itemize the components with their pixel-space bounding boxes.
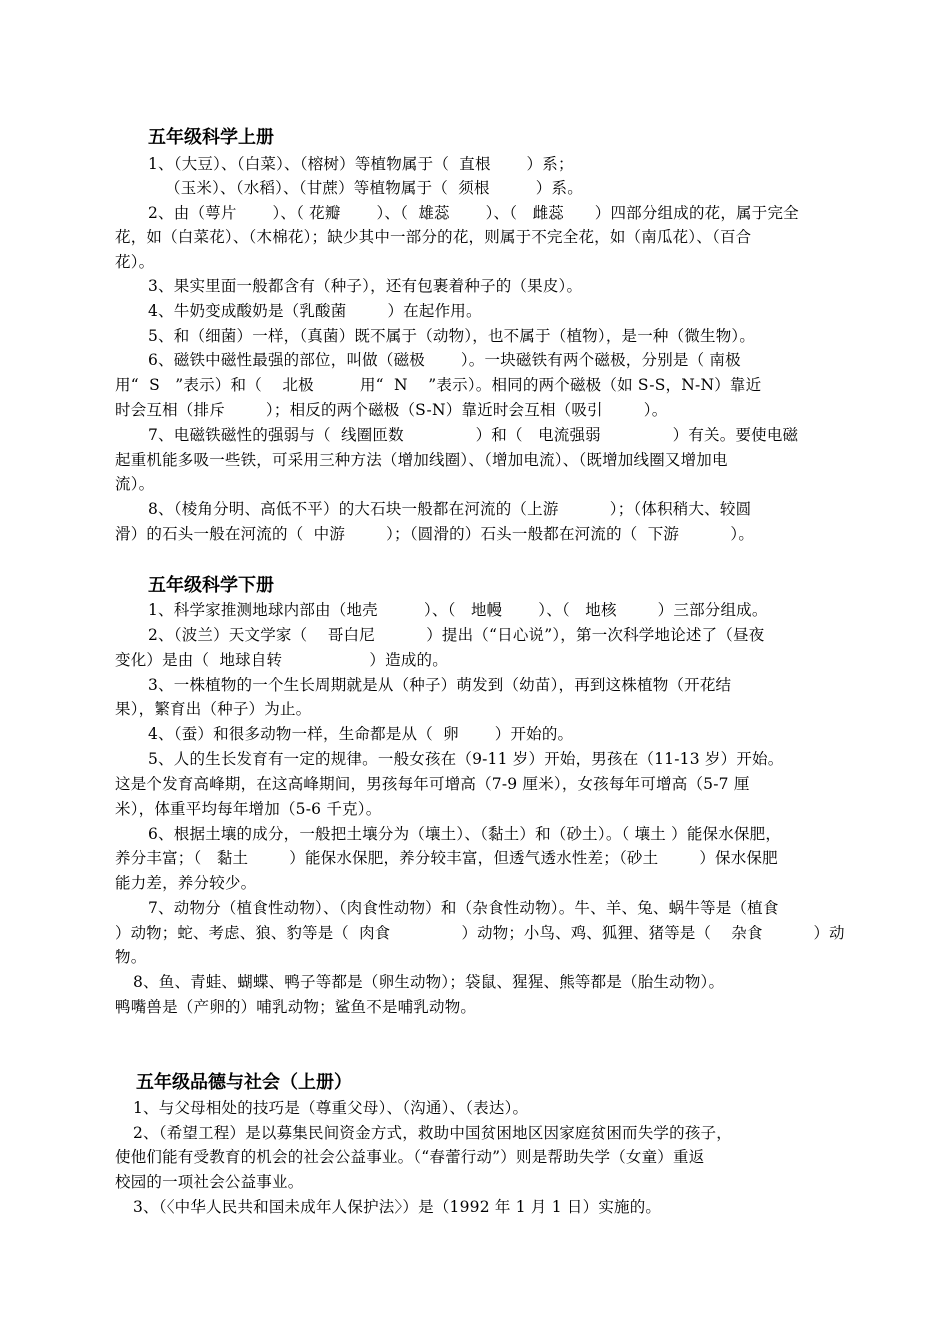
text-line: 5、人的生长发育有一定的规律。一般女孩在（9-11 岁）开始，男孩在（11-13 岁）开始。 (148, 750, 784, 768)
text-line: 3、一株植物的一个生长周期就是从（种子）萌发到（幼苗），再到这株植物（开花结 (148, 676, 732, 694)
text-line: 8、（棱角分明、高低不平）的大石块一般都在河流的（上游 ）；（体积稍大、较圆 (148, 500, 752, 518)
text-line: 8、鱼、青蛙、蝴蝶、鸭子等都是（卵生动物）；袋鼠、猩猩、熊等都是（胎生动物）。 (133, 973, 725, 991)
text-line: ）动物；蛇、考虑、狼、豹等是（ 肉食 ）动物；小鸟、鸡、狐狸、猪等是（ 杂食 ）动 (115, 924, 845, 942)
text-line: 3、果实里面一般都含有（种子），还有包裹着种子的（果皮）。 (148, 277, 583, 295)
text-line: 4、（蚕）和很多动物一样，生命都是从（ 卵 ）开始的。 (148, 725, 574, 743)
text-line: 6、根据土壤的成分，一般把土壤分为（壤土）、（黏土）和（砂土）。（ 壤土 ）能保水保肥， (148, 825, 782, 843)
text-line: 变化）是由（ 地球自转 ）造成的。 (115, 651, 448, 669)
text-line: 鸭嘴兽是（产卵的）哺乳动物；鲨鱼不是哺乳动物。 (115, 998, 477, 1016)
text-line: 5、和（细菌）一样，（真菌）既不属于（动物），也不属于（植物），是一种（微生物）。 (148, 327, 756, 345)
text-line: 使他们能有受教育的机会的社会公益事业。（“春蕾行动”）则是帮助失学（女童）重返 (115, 1148, 705, 1166)
text-line: 4、牛奶变成酸奶是（乳酸菌 ）在起作用。 (148, 302, 482, 320)
text-line: 花，如（白菜花）、（木棉花）；缺少其中一部分的花，则属于不完全花，如（南瓜花）、（百合 (115, 228, 752, 246)
text-line: 养分丰富；（ 黏土 ）能保水保肥，养分较丰富，但透气透水性差；（砂土 ）保水保肥 (115, 849, 778, 867)
section-title-science-lower: 五年级科学下册 (148, 575, 274, 596)
text-line: 果），繁育出（种子）为止。 (115, 700, 312, 718)
text-line: 物。 (115, 948, 147, 966)
section-title-morality-society: 五年级品德与社会（上册） (136, 1072, 352, 1093)
text-line: 校园的一项社会公益事业。 (115, 1173, 304, 1191)
text-line: 能力差，养分较少。 (115, 874, 257, 892)
text-line: 1、与父母相处的技巧是（尊重父母）、（沟通）、（表达）。 (133, 1099, 529, 1117)
text-line: 这是个发育高峰期，在这高峰期间，男孩每年可增高（7-9 厘米），女孩每年可增高（5-7 厘 (115, 775, 750, 793)
text-line: 1、（大豆）、（白菜）、（榕树）等植物属于（ 直根 ）系； (148, 155, 574, 173)
section-title-science-upper: 五年级科学上册 (148, 127, 274, 148)
text-line: 时会互相（排斥 ）；相反的两个磁极（S-N）靠近时会互相（吸引 ）。 (115, 401, 668, 419)
text-line: 2、（希望工程）是以募集民间资金方式，救助中国贫困地区因家庭贫困而失学的孩子， (133, 1124, 732, 1142)
text-line: 米），体重平均每年增加（5-6 千克）。 (115, 800, 382, 818)
text-line: 6、磁铁中磁性最强的部位，叫做（磁极 ）。一块磁铁有两个磁极，分别是（ 南极 (148, 351, 741, 369)
text-line: 起重机能多吸一些铁，可采用三种方法（增加线圈）、（增加电流）、（既增加线圈又增加电 (115, 451, 728, 469)
text-line: 花）。 (115, 253, 155, 271)
text-line: 1、科学家推测地球内部由（地壳 ）、（ 地幔 ）、（ 地核 ）三部分组成。 (148, 601, 768, 619)
text-line: 2、（波兰）天文学家（ 哥白尼 ）提出（“日心说”），第一次科学地论述了（昼夜 (148, 626, 765, 644)
text-line: 流）。 (115, 475, 155, 493)
text-line: 7、电磁铁磁性的强弱与（ 线圈匝数 ）和（ 电流强弱 ）有关。要使电磁 (148, 426, 799, 444)
text-line: 7、动物分（植食性动物）、（肉食性动物）和（杂食性动物）。牛、羊、兔、蜗牛等是（植食 (148, 899, 779, 917)
text-line: 3、（〈中华人民共和国未成年人保护法〉）是（1992 年 1 月 1 日）实施的。 (133, 1198, 662, 1216)
text-line: （玉米）、（水稻）、（甘蔗）等植物属于（ 须根 ）系。 (165, 179, 583, 197)
text-line: 2、由（萼片 ）、（ 花瓣 ）、（ 雄蕊 ）、（ 雌蕊 ）四部分组成的花，属于完全 (148, 204, 799, 222)
text-line: 滑）的石头一般在河流的（ 中游 ）；（圆滑的）石头一般都在河流的（ 下游 ）。 (115, 525, 755, 543)
text-line: 用“ S ”表示）和（ 北极 用“ N ”表示）。相同的两个磁极（如 S-S，N-N）靠近 (115, 376, 762, 394)
